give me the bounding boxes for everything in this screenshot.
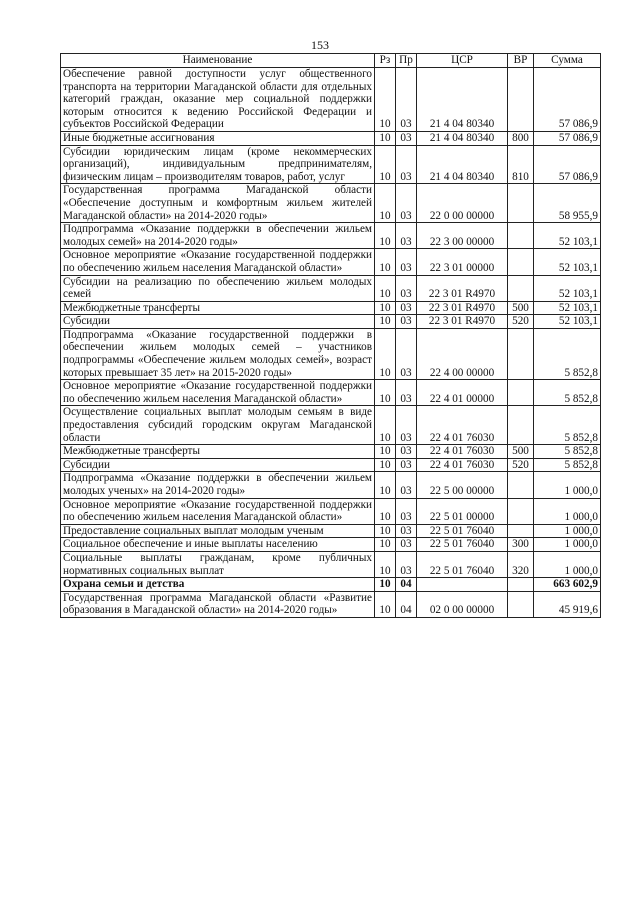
cell-sum: 5 852,8 bbox=[534, 406, 601, 445]
cell-sum: 57 086,9 bbox=[534, 68, 601, 132]
cell-rz: 10 bbox=[375, 68, 396, 132]
cell-rz: 10 bbox=[375, 458, 396, 472]
cell-vr bbox=[508, 406, 534, 445]
cell-rz: 10 bbox=[375, 315, 396, 329]
header-pr: Пр bbox=[396, 54, 417, 68]
cell-sum: 1 000,0 bbox=[534, 472, 601, 498]
cell-sum: 1 000,0 bbox=[534, 551, 601, 577]
cell-name: Иные бюджетные ассигнования bbox=[61, 131, 375, 145]
cell-pr: 03 bbox=[396, 275, 417, 301]
table-row bbox=[61, 145, 601, 184]
cell-csr: 22 4 01 76030 bbox=[417, 406, 508, 445]
cell-pr: 03 bbox=[396, 458, 417, 472]
cell-name: Основное мероприятие «Оказание государственной поддержки по обеспечению жильем населения Магаданской области» bbox=[61, 249, 375, 275]
cell-pr: 03 bbox=[396, 551, 417, 577]
cell-csr: 21 4 04 80340 bbox=[417, 145, 508, 184]
cell-rz: 10 bbox=[375, 551, 396, 577]
table-row bbox=[61, 184, 601, 223]
table-body bbox=[61, 68, 601, 618]
table-row bbox=[61, 301, 601, 315]
budget-table bbox=[60, 53, 601, 618]
cell-sum: 58 955,9 bbox=[534, 184, 601, 223]
cell-vr bbox=[508, 275, 534, 301]
cell-rz: 10 bbox=[375, 591, 396, 617]
cell-vr bbox=[508, 591, 534, 617]
cell-vr bbox=[508, 524, 534, 538]
table-row bbox=[61, 524, 601, 538]
table-row bbox=[61, 328, 601, 379]
cell-vr: 520 bbox=[508, 315, 534, 329]
cell-name: Межбюджетные трансферты bbox=[61, 445, 375, 459]
table-row bbox=[61, 223, 601, 249]
cell-csr bbox=[417, 578, 508, 592]
cell-sum: 52 103,1 bbox=[534, 315, 601, 329]
cell-pr: 03 bbox=[396, 131, 417, 145]
cell-pr: 03 bbox=[396, 380, 417, 406]
header-vr: ВР bbox=[508, 54, 534, 68]
table-row bbox=[61, 551, 601, 577]
cell-vr bbox=[508, 68, 534, 132]
cell-sum: 1 000,0 bbox=[534, 524, 601, 538]
cell-vr: 500 bbox=[508, 301, 534, 315]
cell-vr: 320 bbox=[508, 551, 534, 577]
cell-vr: 800 bbox=[508, 131, 534, 145]
cell-vr: 810 bbox=[508, 145, 534, 184]
table-row bbox=[61, 406, 601, 445]
cell-rz: 10 bbox=[375, 578, 396, 592]
cell-name: Субсидии bbox=[61, 458, 375, 472]
table-row bbox=[61, 249, 601, 275]
cell-sum: 52 103,1 bbox=[534, 301, 601, 315]
cell-sum: 5 852,8 bbox=[534, 328, 601, 379]
cell-name: Государственная программа Магаданской области «Развитие образования в Магаданской области» на 2014-2020 годы» bbox=[61, 591, 375, 617]
header-row bbox=[61, 54, 601, 68]
cell-name: Предоставление социальных выплат молодым ученым bbox=[61, 524, 375, 538]
cell-vr: 300 bbox=[508, 538, 534, 552]
cell-pr: 03 bbox=[396, 328, 417, 379]
cell-rz: 10 bbox=[375, 445, 396, 459]
cell-vr: 500 bbox=[508, 445, 534, 459]
cell-sum: 52 103,1 bbox=[534, 223, 601, 249]
cell-name: Осуществление социальных выплат молодым семьям в виде предоставления субсидий городским округам Магаданской области bbox=[61, 406, 375, 445]
cell-rz: 10 bbox=[375, 301, 396, 315]
cell-vr bbox=[508, 578, 534, 592]
cell-vr bbox=[508, 498, 534, 524]
cell-name: Субсидии на реализацию по обеспечению жильем молодых семей bbox=[61, 275, 375, 301]
cell-rz: 10 bbox=[375, 184, 396, 223]
table-row bbox=[61, 275, 601, 301]
cell-sum: 52 103,1 bbox=[534, 275, 601, 301]
cell-csr: 21 4 04 80340 bbox=[417, 131, 508, 145]
cell-name: Субсидии юридическим лицам (кроме некоммерческих организаций), индивидуальным предпринимателям, физическим лицам – производителям товаров, работ, услуг bbox=[61, 145, 375, 184]
cell-rz: 10 bbox=[375, 131, 396, 145]
cell-rz: 10 bbox=[375, 223, 396, 249]
table-header bbox=[61, 54, 601, 68]
cell-rz: 10 bbox=[375, 472, 396, 498]
cell-rz: 10 bbox=[375, 380, 396, 406]
cell-csr: 22 4 01 76030 bbox=[417, 445, 508, 459]
cell-csr: 22 3 00 00000 bbox=[417, 223, 508, 249]
cell-pr: 03 bbox=[396, 524, 417, 538]
table-row bbox=[61, 578, 601, 592]
cell-name: Государственная программа Магаданской области «Обеспечение доступным и комфортным жильем жителей Магаданской области» на 2014-2020 годы» bbox=[61, 184, 375, 223]
cell-name: Подпрограмма «Оказание государственной поддержки в обеспечении жильем молодых семей – участников подпрограммы «Обеспечение жильем молодых семей», возраст которых превышает 35 лет» на 2015-2020 годы» bbox=[61, 328, 375, 379]
table-row bbox=[61, 538, 601, 552]
cell-pr: 03 bbox=[396, 68, 417, 132]
table-row bbox=[61, 458, 601, 472]
cell-vr bbox=[508, 380, 534, 406]
cell-vr bbox=[508, 328, 534, 379]
cell-csr: 22 3 01 R4970 bbox=[417, 315, 508, 329]
cell-sum: 5 852,8 bbox=[534, 458, 601, 472]
cell-rz: 10 bbox=[375, 524, 396, 538]
cell-rz: 10 bbox=[375, 275, 396, 301]
cell-sum: 1 000,0 bbox=[534, 538, 601, 552]
cell-csr: 22 5 00 00000 bbox=[417, 472, 508, 498]
table-row bbox=[61, 380, 601, 406]
cell-pr: 03 bbox=[396, 301, 417, 315]
cell-rz: 10 bbox=[375, 538, 396, 552]
cell-name: Субсидии bbox=[61, 315, 375, 329]
cell-name: Межбюджетные трансферты bbox=[61, 301, 375, 315]
cell-name: Социальное обеспечение и иные выплаты населению bbox=[61, 538, 375, 552]
table-row bbox=[61, 472, 601, 498]
cell-csr: 22 4 01 76030 bbox=[417, 458, 508, 472]
cell-sum: 663 602,9 bbox=[534, 578, 601, 592]
cell-pr: 03 bbox=[396, 315, 417, 329]
cell-csr: 22 5 01 76040 bbox=[417, 551, 508, 577]
cell-pr: 03 bbox=[396, 184, 417, 223]
cell-name: Основное мероприятие «Оказание государственной поддержки по обеспечению жильем населения Магаданской области» bbox=[61, 498, 375, 524]
cell-pr: 03 bbox=[396, 145, 417, 184]
cell-pr: 03 bbox=[396, 249, 417, 275]
cell-csr: 21 4 04 80340 bbox=[417, 68, 508, 132]
cell-rz: 10 bbox=[375, 498, 396, 524]
table-row bbox=[61, 591, 601, 617]
cell-csr: 22 5 01 76040 bbox=[417, 524, 508, 538]
header-csr: ЦСР bbox=[417, 54, 508, 68]
table-row bbox=[61, 315, 601, 329]
table-row bbox=[61, 68, 601, 132]
cell-csr: 22 3 01 R4970 bbox=[417, 275, 508, 301]
cell-sum: 5 852,8 bbox=[534, 380, 601, 406]
cell-rz: 10 bbox=[375, 249, 396, 275]
table-row bbox=[61, 131, 601, 145]
cell-sum: 57 086,9 bbox=[534, 145, 601, 184]
cell-pr: 03 bbox=[396, 498, 417, 524]
cell-name: Подпрограмма «Оказание поддержки в обеспечении жильем молодых семей» на 2014-2020 годы» bbox=[61, 223, 375, 249]
cell-name: Социальные выплаты гражданам, кроме публичных нормативных социальных выплат bbox=[61, 551, 375, 577]
cell-sum: 1 000,0 bbox=[534, 498, 601, 524]
cell-sum: 57 086,9 bbox=[534, 131, 601, 145]
cell-vr bbox=[508, 223, 534, 249]
cell-vr bbox=[508, 249, 534, 275]
cell-sum: 52 103,1 bbox=[534, 249, 601, 275]
cell-sum: 45 919,6 bbox=[534, 591, 601, 617]
cell-name: Охрана семьи и детства bbox=[61, 578, 375, 592]
cell-pr: 03 bbox=[396, 406, 417, 445]
cell-csr: 22 3 01 00000 bbox=[417, 249, 508, 275]
cell-rz: 10 bbox=[375, 406, 396, 445]
cell-pr: 03 bbox=[396, 445, 417, 459]
table-row bbox=[61, 445, 601, 459]
cell-csr: 22 5 01 76040 bbox=[417, 538, 508, 552]
cell-vr bbox=[508, 472, 534, 498]
cell-csr: 22 4 00 00000 bbox=[417, 328, 508, 379]
cell-csr: 22 5 01 00000 bbox=[417, 498, 508, 524]
cell-csr: 22 0 00 00000 bbox=[417, 184, 508, 223]
cell-sum: 5 852,8 bbox=[534, 445, 601, 459]
cell-rz: 10 bbox=[375, 328, 396, 379]
cell-pr: 03 bbox=[396, 538, 417, 552]
header-sum: Сумма bbox=[534, 54, 601, 68]
cell-pr: 03 bbox=[396, 223, 417, 249]
cell-csr: 22 3 01 R4970 bbox=[417, 301, 508, 315]
cell-csr: 22 4 01 00000 bbox=[417, 380, 508, 406]
cell-pr: 03 bbox=[396, 472, 417, 498]
cell-vr: 520 bbox=[508, 458, 534, 472]
cell-rz: 10 bbox=[375, 145, 396, 184]
header-rz: Рз bbox=[375, 54, 396, 68]
cell-csr: 02 0 00 00000 bbox=[417, 591, 508, 617]
cell-name: Обеспечение равной доступности услуг общественного транспорта на территории Магаданской области для отдельных категорий граждан, оказание мер социальной поддержки которым относится к ведению Российской Федерации и субъектов Российской Федерации bbox=[61, 68, 375, 132]
cell-name: Подпрограмма «Оказание поддержки в обеспечении жильем молодых ученых» на 2014-2020 годы» bbox=[61, 472, 375, 498]
cell-pr: 04 bbox=[396, 578, 417, 592]
table-row bbox=[61, 498, 601, 524]
cell-pr: 04 bbox=[396, 591, 417, 617]
cell-vr bbox=[508, 184, 534, 223]
page-number: 153 bbox=[311, 38, 329, 52]
header-name: Наименование bbox=[61, 54, 375, 68]
cell-name: Основное мероприятие «Оказание государственной поддержки по обеспечению жильем населения Магаданской области» bbox=[61, 380, 375, 406]
